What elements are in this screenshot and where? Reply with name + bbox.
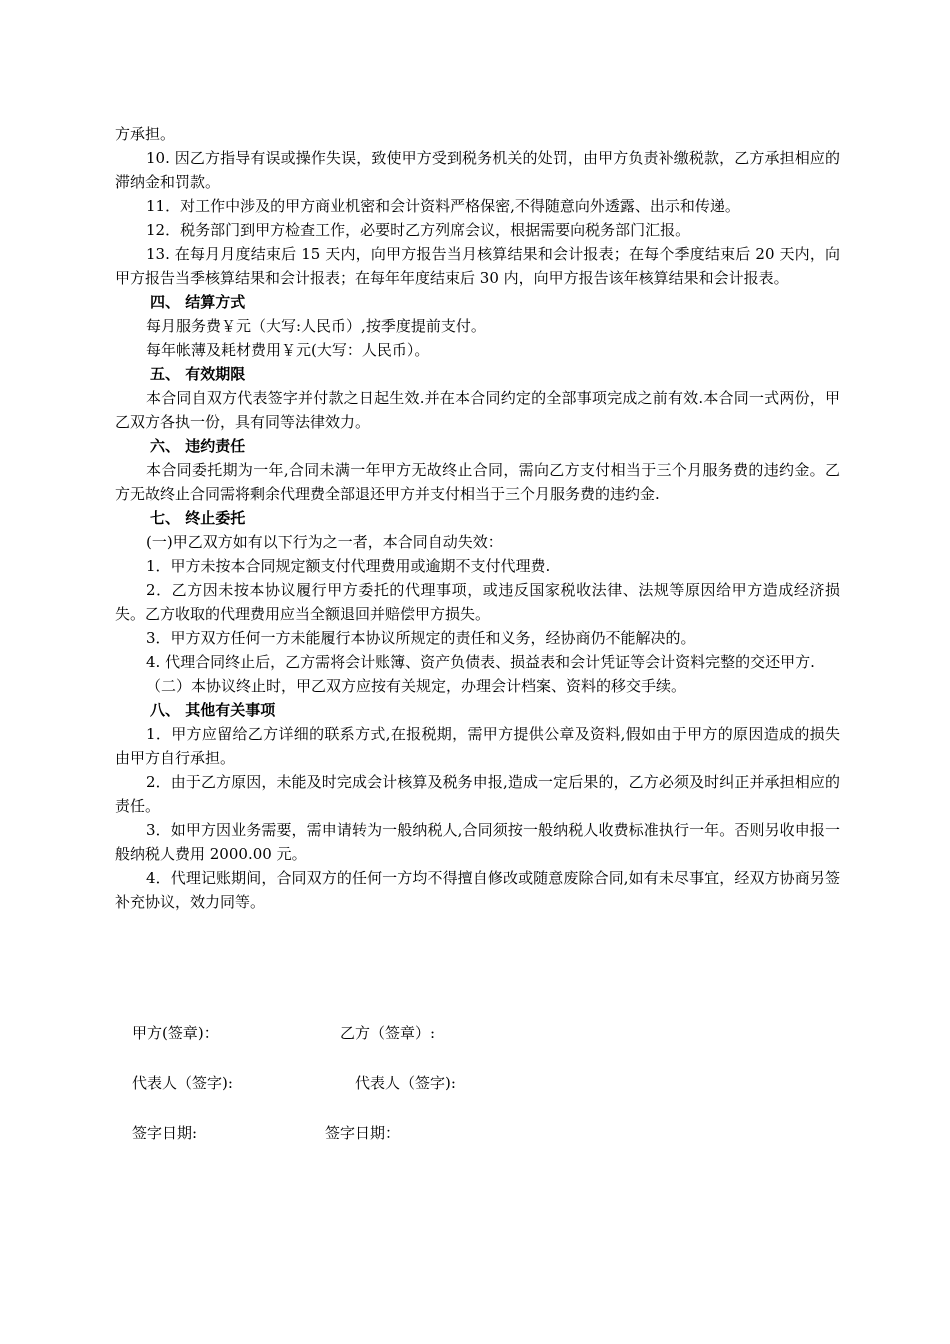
contract-paragraph: 方承担。: [115, 125, 176, 143]
contract-paragraph: 1．甲方应留给乙方详细的联系方式,在报税期，需甲方提供公章及资料,假如由于甲方的原因造成的损失由甲方自行承担。: [115, 725, 840, 767]
party-b-representative-label: 代表人（签字):: [355, 1074, 456, 1092]
party-a-date-label: 签字日期:: [132, 1124, 198, 1142]
contract-body: [115, 122, 840, 914]
party-a-representative-label: 代表人（签字):: [132, 1074, 233, 1092]
contract-paragraph: 11．对工作中涉及的甲方商业机密和会计资料严格保密,不得随意向外透露、出示和传递。: [146, 197, 740, 215]
contract-paragraph: 4．代理记账期间，合同双方的任何一方均不得擅自修改或随意废除合同,如有未尽事宜，经双方协商另签补充协议，效力同等。: [115, 869, 840, 911]
contract-paragraph: (一)甲乙双方如有以下行为之一者，本合同自动失效：: [146, 533, 503, 551]
section-heading: 六、 违约责任: [150, 437, 246, 455]
contract-paragraph: 10. 因乙方指导有误或操作失误，致使甲方受到税务机关的处罚，由甲方负责补缴税款，乙方承担相应的滞纳金和罚款。: [115, 149, 840, 191]
contract-paragraph: 3．如甲方因业务需要，需申请转为一般纳税人,合同须按一般纳税人收费标准执行一年。否则另收申报一般纳税人费用 2000.00 元。: [115, 821, 840, 863]
contract-paragraph: 12．税务部门到甲方检查工作，必要时乙方列席会议，根据需要向税务部门汇报。: [146, 221, 691, 239]
contract-paragraph: 2．乙方因未按本协议履行甲方委托的代理事项，或违反国家税收法律、法规等原因给甲方造成经济损失。乙方收取的代理费用应当全额退回并赔偿甲方损失。: [115, 581, 840, 623]
contract-paragraph: 3．甲方双方任何一方未能履行本协议所规定的责任和义务，经协商仍不能解决的。: [146, 629, 696, 647]
section-heading: 七、 终止委托: [150, 509, 246, 527]
section-heading: 四、 结算方式: [150, 293, 246, 311]
contract-paragraph: （二）本协议终止时，甲乙双方应按有关规定，办理会计档案、资料的移交手续。: [146, 677, 687, 695]
party-b-date-label: 签字日期：: [325, 1124, 401, 1142]
contract-paragraph: 2．由于乙方原因，未能及时完成会计核算及税务申报,造成一定后果的，乙方必须及时纠正并承担相应的责任。: [115, 773, 840, 815]
contract-paragraph: 本合同委托期为一年,合同未满一年甲方无故终止合同，需向乙方支付相当于三个月服务费的违约金。乙方无故终止合同需将剩余代理费全部退还甲方并支付相当于三个月服务费的违约金.: [115, 461, 840, 503]
contract-paragraph: 4. 代理合同终止后，乙方需将会计账簿、资产负债表、损益表和会计凭证等会计资料完整的交还甲方.: [146, 653, 815, 671]
contract-paragraph: 每年帐薄及耗材费用￥元(大写：人民币）。: [146, 341, 430, 359]
contract-paragraph: 13. 在每月月度结束后 15 天内，向甲方报告当月核算结果和会计报表；在每个季度结束后 20 天内，向甲方报告当季核算结果和会计报表；在每年年度结束后 30 内，向甲方报告该年核算结果和会计报表。: [115, 245, 840, 287]
contract-paragraph: 本合同自双方代表签字并付款之日起生效.并在本合同约定的全部事项完成之前有效.本合同一式两份，甲乙双方各执一份，具有同等法律效力。: [115, 389, 840, 431]
contract-paragraph: 1．甲方未按本合同规定额支付代理费用或逾期不支付代理费.: [146, 557, 551, 575]
party-b-seal-label: 乙方（签章）:: [340, 1024, 436, 1042]
section-heading: 八、 其他有关事项: [150, 701, 276, 719]
contract-paragraph: 每月服务费￥元（大写:人民币）,按季度提前支付。: [146, 317, 486, 335]
party-a-seal-label: 甲方(签章)：: [132, 1024, 219, 1042]
section-heading: 五、 有效期限: [150, 365, 246, 383]
